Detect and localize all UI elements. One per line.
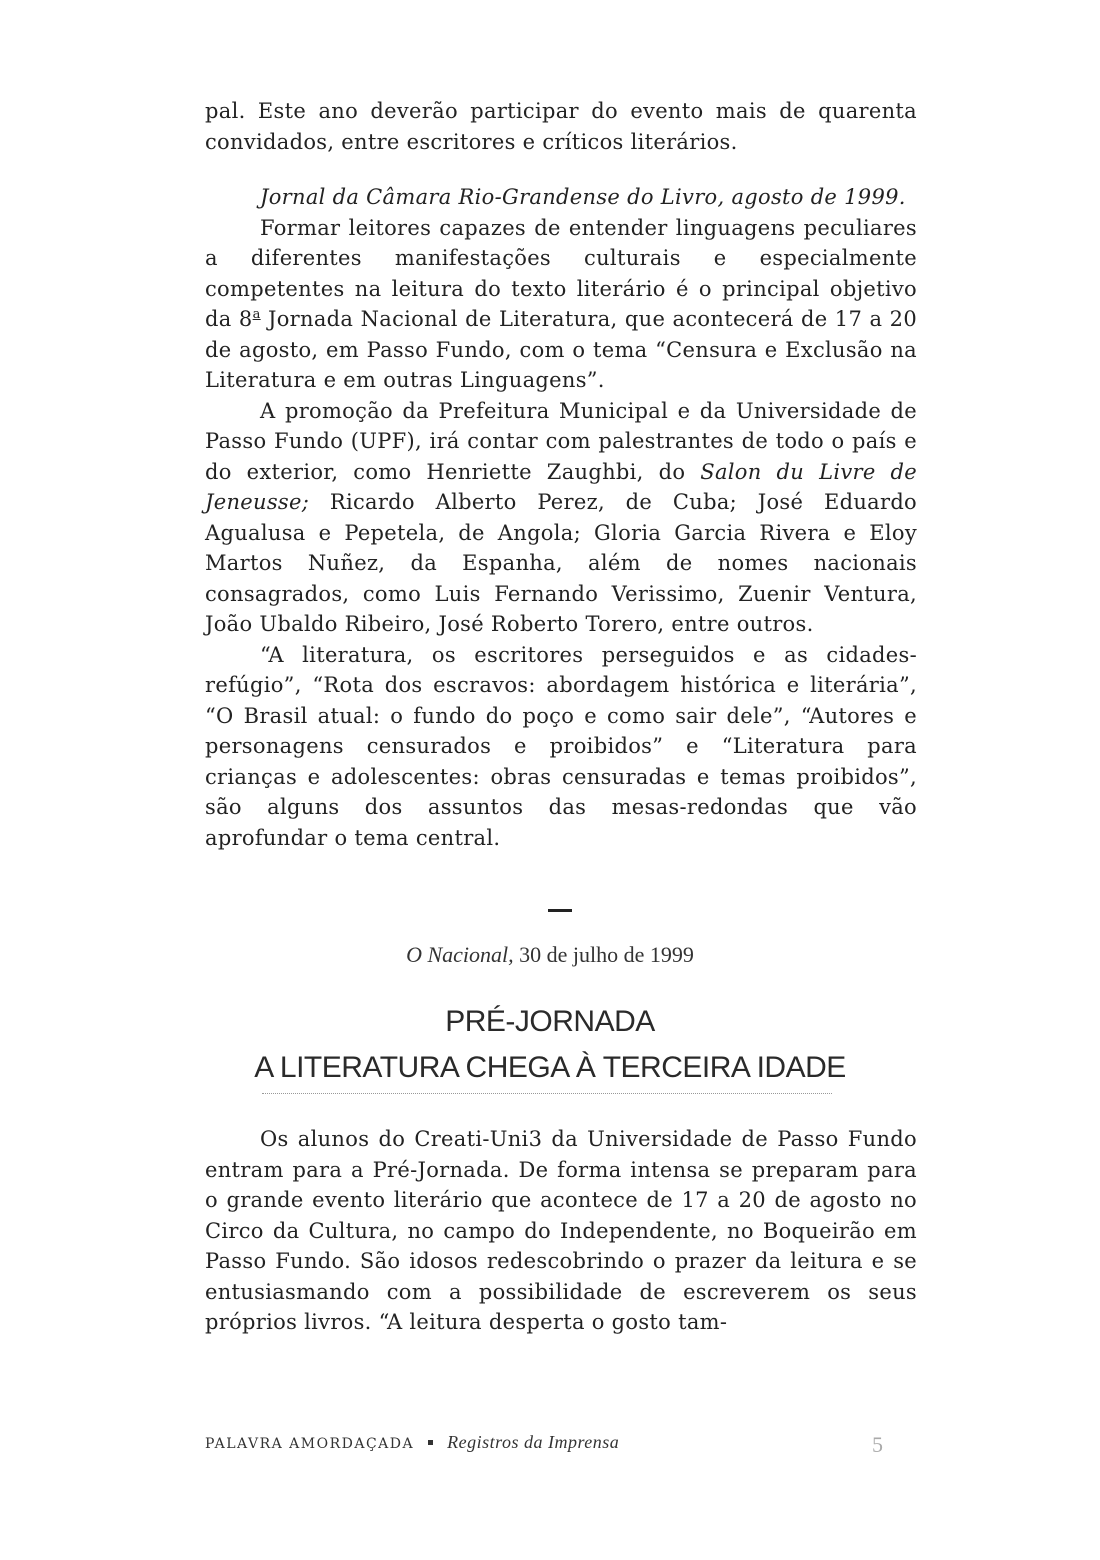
headline-line-1: PRÉ-JORNADA <box>445 1005 655 1038</box>
footer-section: Registros da Imprensa <box>447 1432 620 1452</box>
paragraph-objective-text-end: Jornada Nacional de Literatura, que acontecerá de 17 a 20 de agosto, em Passo Fundo, com o tema “Censura e Exclusão na Literatura e em outras Linguagens”. <box>205 307 917 392</box>
paragraph-creati: Os alunos do Creati-Uni3 da Universidade de Passo Fundo entram para a Pré-Jornada. De forma intensa se preparam para o grande evento literário que acontece de 17 a 20 de agosto no Circo da Cultura, no campo do Independente, no Boqueirão em Passo Fundo. São idosos redescobrindo o prazer da leitura e se entusiasmando com a possibilidade de escreverem os seus próprios livros. “A leitura desperta o gosto tam- <box>205 1127 917 1334</box>
paragraph-topics: “A literatura, os escritores perseguidos e as cidades-refúgio”, “Rota dos escravos: abordagem histórica e literária”, “O Brasil atual: o fundo do poço e como sair dele”, “Autores e personagens censurados e proibidos” e “Literatura para crianças e adolescentes: obras censuradas e temas proibidos”, são alguns dos assuntos das mesas-redondas que vão aprofundar o tema central. <box>205 642 917 850</box>
paragraph-speakers-text: A promoção da Prefeitura Municipal e da Universidade de Passo Fundo (UPF), irá contar com palestrantes de todo o país e do exterior, como Henriette Zaughbi, do <box>205 398 917 484</box>
paragraph-speakers <box>205 396 917 640</box>
paragraph-speakers-text-end: Ricardo Alberto Perez, de Cuba; José Eduardo Agualusa e Pepetela, de Angola; Gloria Garcia Rivera e Eloy Martos Nuñez, da Espanha, além de nomes nacionais consagrados, como Luis Fernando Verissimo, Zuenir Ventura, João Ubaldo Ribeiro, José Roberto Torero, entre outros. <box>205 490 917 636</box>
footer-book-title: PALAVRA AMORDAÇADA <box>205 1436 415 1452</box>
paragraph-objective-text: Formar leitores capazes de entender linguagens peculiares a diferentes manifestações culturais e especialmente competentes na leitura do texto literário é o principal objetivo da 8 <box>205 215 917 331</box>
section-divider <box>548 909 572 912</box>
salon-title: Salon du Livre de Jeneusse; <box>205 459 918 514</box>
newspaper-name: O Nacional, <box>406 942 514 967</box>
bottom-text-column <box>205 1124 917 1338</box>
headline-line-2: A LITERATURA CHEGA À TERCEIRA IDADE <box>254 1051 846 1084</box>
page-footer <box>205 1432 619 1453</box>
newspaper-date: 30 de julho de 1999 <box>513 942 694 967</box>
article-continuation: pal. Este ano deverão participar do evento mais de quarenta convidados, entre escritores e críticos literários. <box>205 99 917 154</box>
ordinal-indicator: a <box>252 307 261 322</box>
source-citation: Jornal da Câmara Rio-Grandense do Livro, agosto de 1999. <box>260 185 906 209</box>
top-text-column <box>205 96 917 853</box>
paragraph-objective <box>205 213 917 396</box>
footer-bullet <box>428 1440 433 1445</box>
page-number: 5 <box>872 1432 883 1457</box>
newspaper-source <box>0 942 1100 968</box>
headline-rule <box>262 1093 832 1094</box>
